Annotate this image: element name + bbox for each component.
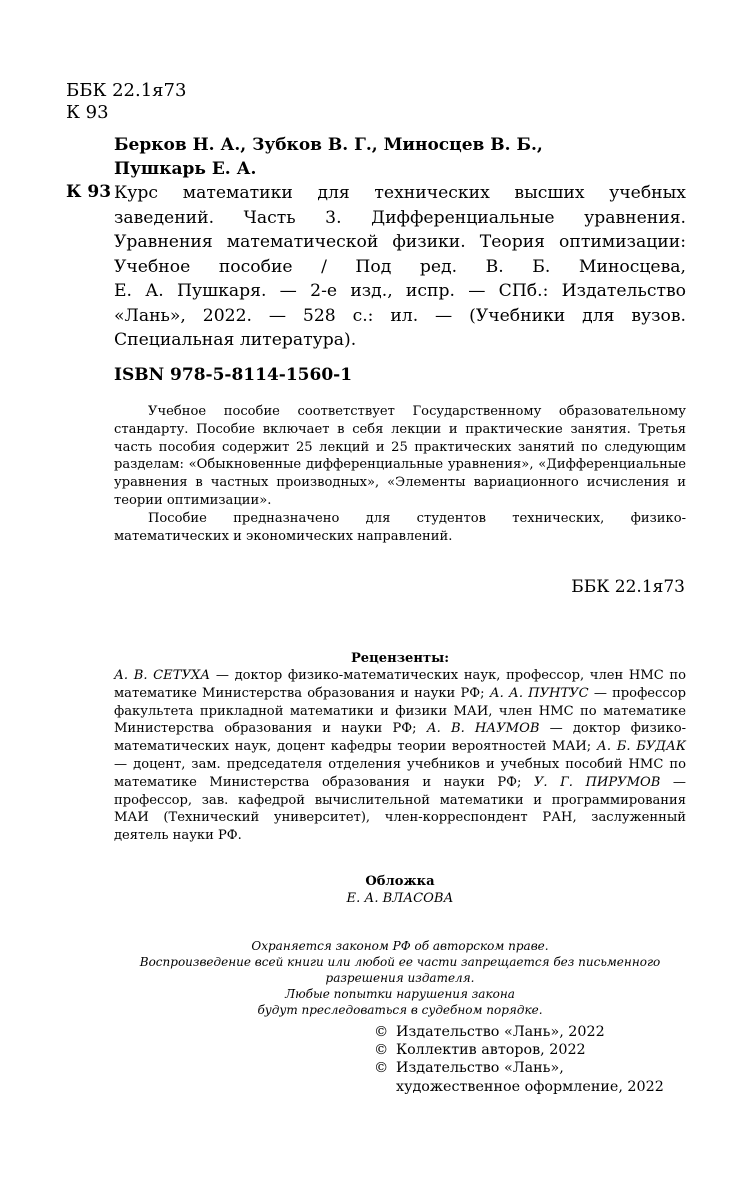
copyright-text: Издательство «Лань», [396,1060,564,1077]
bibliographic-title [114,181,686,353]
authors-line: Берков Н. А., Зубков В. Г., Миносцев В. Б., [114,135,543,155]
title-line: заведений. Часть 3. Дифференциальные уравнения. [114,207,686,228]
annotation [114,403,686,545]
reviewer-info: — доктор физико-математических наук, доцент кафедры теории вероятностей МАИ; [114,721,687,755]
reviewer-info: — доктор физико-математических наук, профессор, член НМС по математике Министерства образования и науки РФ; [114,668,687,701]
legal-line: разрешения издателя. [325,971,475,985]
legal-line: Охраняется законом РФ об авторском праве. [251,939,549,953]
reviewers-title: Рецензенты: [350,651,450,666]
title-line: Курс математики для технических высших учебных [114,183,686,203]
copyright-continuation: художественное оформление, 2022 [396,1078,664,1095]
bbk-header [66,80,186,124]
reviewer-info: — профессор факультета прикладной математики и физики МАИ, член НМС по математике Министерства образования и науки РФ; [114,685,686,737]
title-line: Учебное пособие / Под ред. В. Б. Миносцева, [114,256,686,277]
reviewer-info: — профессор, зав. кафедрой вычислительной математики и программирования МАИ (Технический университет), член-корреспондент РАН, заслуженный деятель науки РФ. [114,774,687,844]
title-line: Уравнения математической физики. Теория оптимизации: [114,232,686,252]
cover-title: Обложка [365,874,435,889]
title-line: Е. А. Пушкаря. — 2-е изд., испр. — СПб.: Издательство [114,281,686,301]
copyright-block [374,1023,664,1096]
reviewer-name: У. Г. ПИРУМОВ [533,774,661,790]
legal-notice [114,938,686,1018]
cover-designer: Е. А. ВЛАСОВА [346,891,454,906]
copyright-icon: © [374,1060,389,1077]
isbn: ISBN 978-5-8114-1560-1 [114,365,353,385]
copyright-text: Коллектив авторов, 2022 [396,1042,586,1059]
title-line: Специальная литература). [114,330,357,350]
copyright-line [374,1023,664,1041]
bbk-code-right: ББК 22.1я73 [571,577,685,597]
title-line: «Лань», 2022. — 528 с.: ил. — (Учебники для вузов. [114,305,686,326]
bbk-code: ББК 22.1я73 [66,80,187,101]
legal-line: Любые попытки нарушения закона [285,987,515,1001]
annotation-paragraph: Учебное пособие соответствует Государственному образовательному стандарту. Пособие включает в себя лекции и практические занятия. Третья часть пособия содержит 25 лекций и 25 практических занятий по следующим разделам: «Обыкновенные дифференциальные уравнения», «Дифференциальные уравнения в частных производных», «Элементы вариационного исчисления и теории оптимизации». [114,404,686,508]
authors-line: Пушкарь Е. А. [114,159,257,179]
copyright-icon: © [374,1042,389,1059]
reviewer-name: А. А. ПУНТУС [489,685,589,701]
copyright-text: Издательство «Лань», 2022 [396,1024,605,1040]
reviewer-name: А. Б. БУДАК [596,739,686,755]
reviewers-list [114,667,686,845]
legal-line: Воспроизведение всей книги или любой ее части запрещается без письменного [139,955,661,969]
author-mark-side: К 93 [66,182,112,202]
legal-line: будут преследоваться в судебном порядке. [257,1003,543,1017]
annotation-paragraph: Пособие предназначено для студентов технических, физико-математических и экономических направлений. [114,510,686,544]
reviewer-name: А. В. СЕТУХА [114,668,211,683]
copyright-icon: © [374,1024,389,1040]
copyright-line [374,1041,664,1059]
author-mark: К 93 [66,102,109,123]
authors [114,133,543,181]
reviewer-name: А. В. НАУМОВ [426,721,540,737]
copyright-line [374,1059,664,1077]
reviewer-info: — доцент, зам. председателя отделения учебников и учебных пособий НМС по математике Министерства образования и науки РФ; [114,756,686,790]
